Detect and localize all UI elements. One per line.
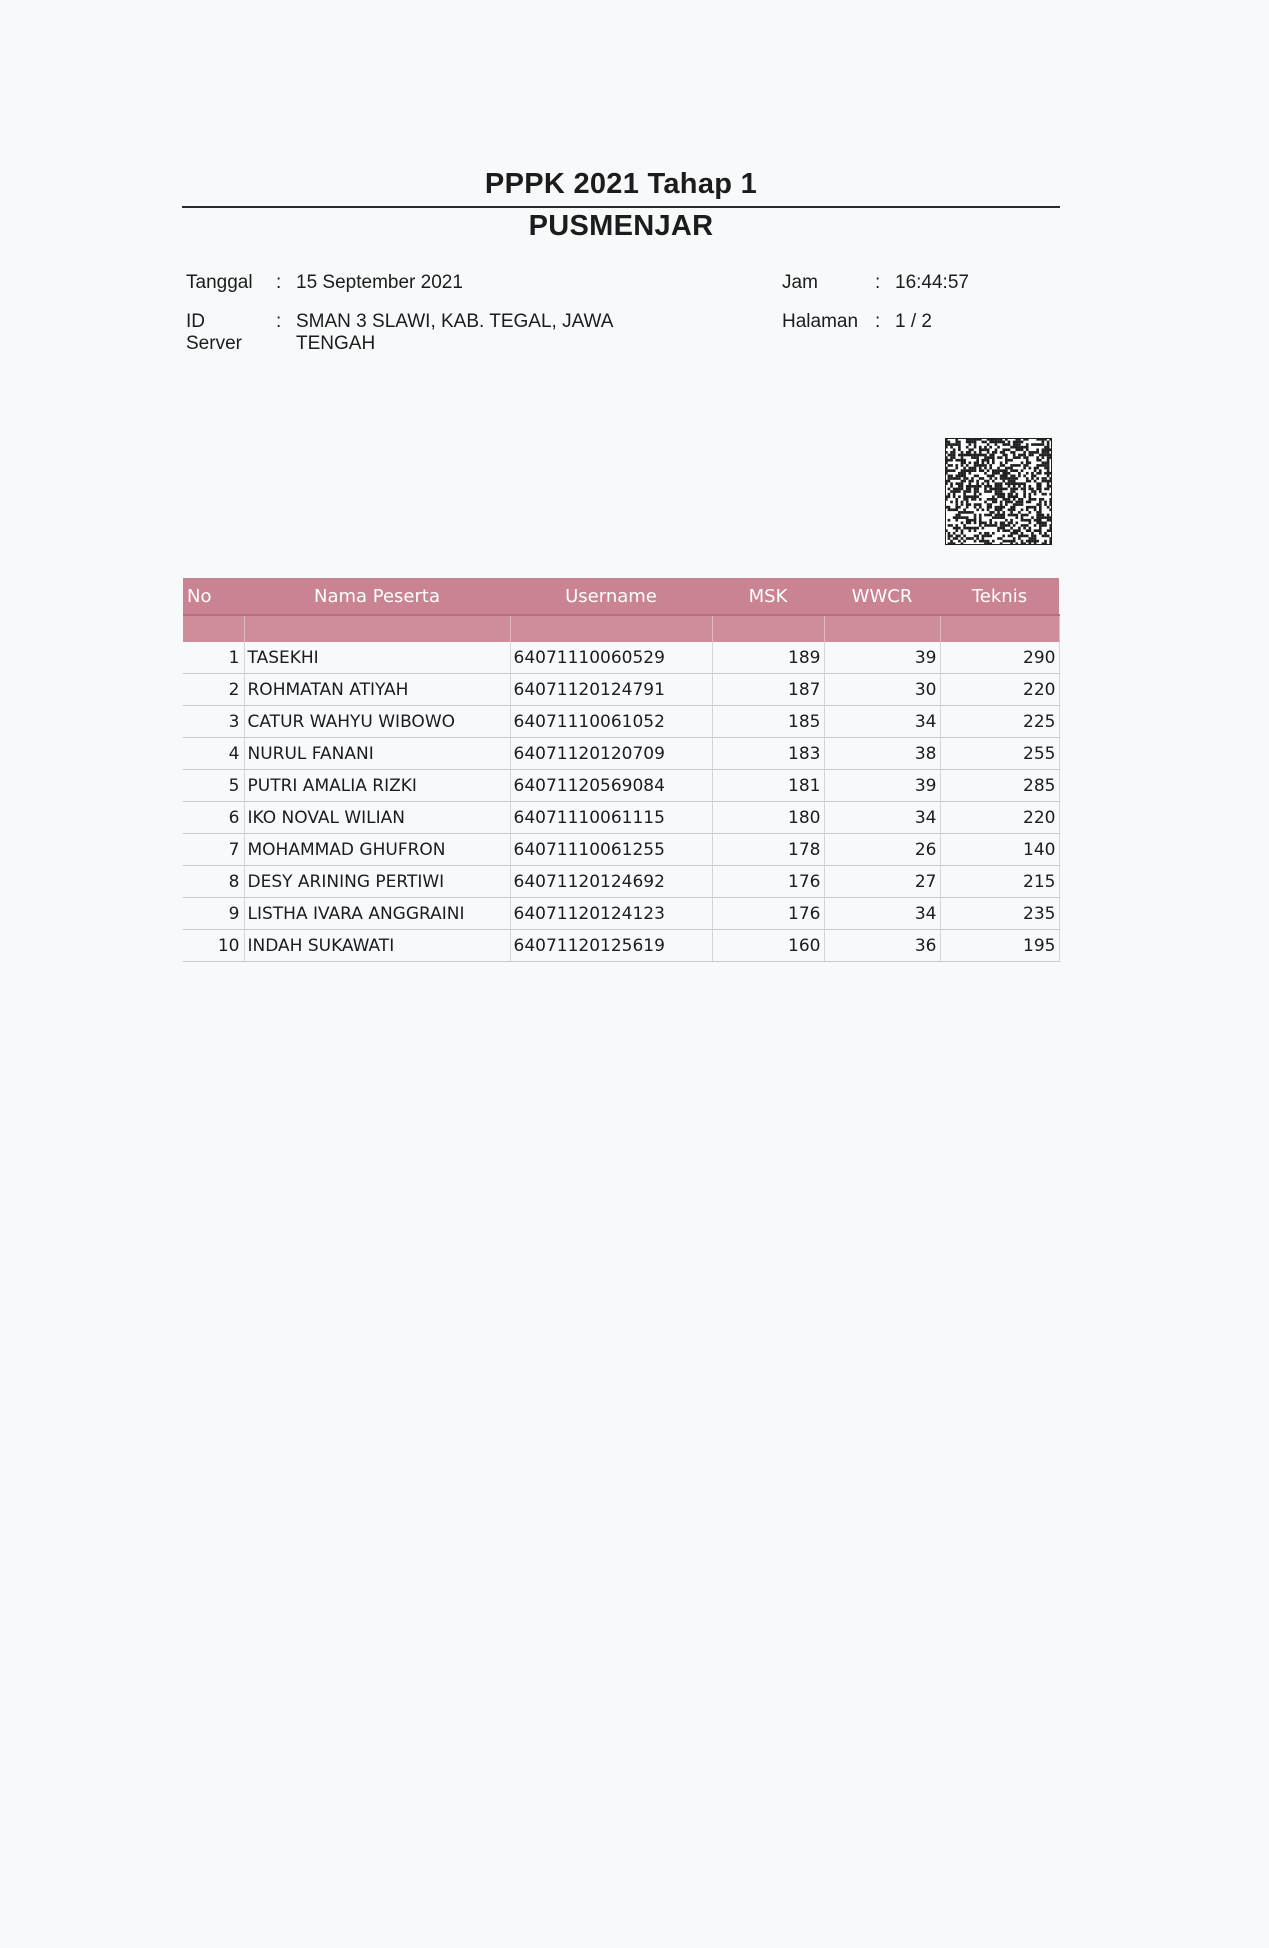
cell-teknis: 215 — [940, 866, 1059, 898]
cell-nama: TASEKHI — [244, 642, 510, 674]
header-band-cell — [824, 615, 940, 642]
column-header-wwcr: WWCR — [824, 578, 940, 615]
column-header-username: Username — [510, 578, 712, 615]
cell-wwcr: 34 — [824, 706, 940, 738]
cell-username: 64071110060529 — [510, 642, 712, 674]
cell-wwcr: 39 — [824, 770, 940, 802]
cell-msk: 180 — [712, 802, 824, 834]
cell-no: 1 — [183, 642, 244, 674]
cell-wwcr: 27 — [824, 866, 940, 898]
header-band-cell — [940, 615, 1059, 642]
meta-jam — [782, 272, 1022, 296]
cell-nama: PUTRI AMALIA RIZKI — [244, 770, 510, 802]
cell-wwcr: 34 — [824, 802, 940, 834]
cell-username: 64071110061115 — [510, 802, 712, 834]
table-row — [183, 642, 1059, 674]
cell-no: 6 — [183, 802, 244, 834]
column-header-msk: MSK — [712, 578, 824, 615]
cell-teknis: 195 — [940, 930, 1059, 962]
cell-wwcr: 38 — [824, 738, 940, 770]
table-header-row — [183, 578, 1059, 615]
cell-msk: 187 — [712, 674, 824, 706]
cell-msk: 189 — [712, 642, 824, 674]
cell-nama: INDAH SUKAWATI — [244, 930, 510, 962]
header-band-cell — [510, 615, 712, 642]
cell-username: 64071110061255 — [510, 834, 712, 866]
tanggal-label: Tanggal — [186, 272, 253, 293]
table-row — [183, 866, 1059, 898]
cell-no: 10 — [183, 930, 244, 962]
cell-username: 64071120124692 — [510, 866, 712, 898]
cell-nama: IKO NOVAL WILIAN — [244, 802, 510, 834]
jam-value: 16:44:57 — [895, 272, 969, 293]
header-band-cell — [183, 615, 244, 642]
id-value-line1: SMAN 3 SLAWI, KAB. TEGAL, JAWA — [296, 311, 614, 332]
cell-teknis: 235 — [940, 898, 1059, 930]
cell-no: 3 — [183, 706, 244, 738]
cell-username: 64071110061052 — [510, 706, 712, 738]
cell-wwcr: 30 — [824, 674, 940, 706]
document-subtitle: PUSMENJAR — [528, 210, 714, 242]
table-header-band — [183, 615, 1059, 642]
table-row — [183, 706, 1059, 738]
cell-teknis: 140 — [940, 834, 1059, 866]
cell-wwcr: 36 — [824, 930, 940, 962]
cell-username: 64071120125619 — [510, 930, 712, 962]
cell-msk: 183 — [712, 738, 824, 770]
cell-teknis: 220 — [940, 674, 1059, 706]
table-row — [183, 674, 1059, 706]
cell-teknis: 285 — [940, 770, 1059, 802]
cell-msk: 176 — [712, 866, 824, 898]
document-title: PPPK 2021 Tahap 1 — [484, 168, 758, 200]
cell-nama: ROHMATAN ATIYAH — [244, 674, 510, 706]
cell-msk: 181 — [712, 770, 824, 802]
cell-msk: 160 — [712, 930, 824, 962]
table-row — [183, 738, 1059, 770]
id-label-line1: ID — [186, 311, 205, 332]
cell-username: 64071120124123 — [510, 898, 712, 930]
table-row — [183, 834, 1059, 866]
table-row — [183, 770, 1059, 802]
cell-no: 9 — [183, 898, 244, 930]
results-table — [183, 578, 1060, 962]
cell-teknis: 255 — [940, 738, 1059, 770]
cell-no: 2 — [183, 674, 244, 706]
id-value-line2: TENGAH — [296, 333, 376, 354]
tanggal-value: 15 September 2021 — [296, 272, 463, 293]
cell-username: 64071120124791 — [510, 674, 712, 706]
jam-label: Jam — [782, 272, 818, 293]
column-header-no: No — [183, 578, 244, 615]
cell-no: 4 — [183, 738, 244, 770]
cell-nama: DESY ARINING PERTIWI — [244, 866, 510, 898]
cell-nama: CATUR WAHYU WIBOWO — [244, 706, 510, 738]
cell-msk: 185 — [712, 706, 824, 738]
table-row — [183, 898, 1059, 930]
cell-wwcr: 26 — [824, 834, 940, 866]
cell-wwcr: 39 — [824, 642, 940, 674]
jam-colon: : — [875, 272, 881, 293]
cell-nama: LISTHA IVARA ANGGRAINI — [244, 898, 510, 930]
id-colon: : — [276, 311, 282, 332]
tanggal-colon: : — [276, 272, 282, 293]
meta-tanggal — [186, 272, 686, 296]
halaman-label: Halaman — [782, 311, 859, 332]
table-row — [183, 802, 1059, 834]
cell-teknis: 220 — [940, 802, 1059, 834]
id-label-line2: Server — [186, 333, 242, 354]
header-band-cell — [712, 615, 824, 642]
cell-msk: 176 — [712, 898, 824, 930]
meta-halaman — [782, 311, 1022, 335]
table-row — [183, 930, 1059, 962]
title-divider — [182, 206, 1060, 208]
cell-nama: MOHAMMAD GHUFRON — [244, 834, 510, 866]
cell-no: 8 — [183, 866, 244, 898]
halaman-value: 1 / 2 — [895, 311, 932, 332]
cell-no: 5 — [183, 770, 244, 802]
cell-nama: NURUL FANANI — [244, 738, 510, 770]
header-band-cell — [244, 615, 510, 642]
qr-code — [945, 438, 1052, 545]
meta-id-server — [186, 311, 686, 359]
cell-msk: 178 — [712, 834, 824, 866]
column-header-teknis: Teknis — [940, 578, 1059, 615]
halaman-colon: : — [875, 311, 881, 332]
cell-no: 7 — [183, 834, 244, 866]
cell-username: 64071120120709 — [510, 738, 712, 770]
cell-teknis: 290 — [940, 642, 1059, 674]
cell-username: 64071120569084 — [510, 770, 712, 802]
column-header-nama: Nama Peserta — [244, 578, 510, 615]
cell-wwcr: 34 — [824, 898, 940, 930]
cell-teknis: 225 — [940, 706, 1059, 738]
